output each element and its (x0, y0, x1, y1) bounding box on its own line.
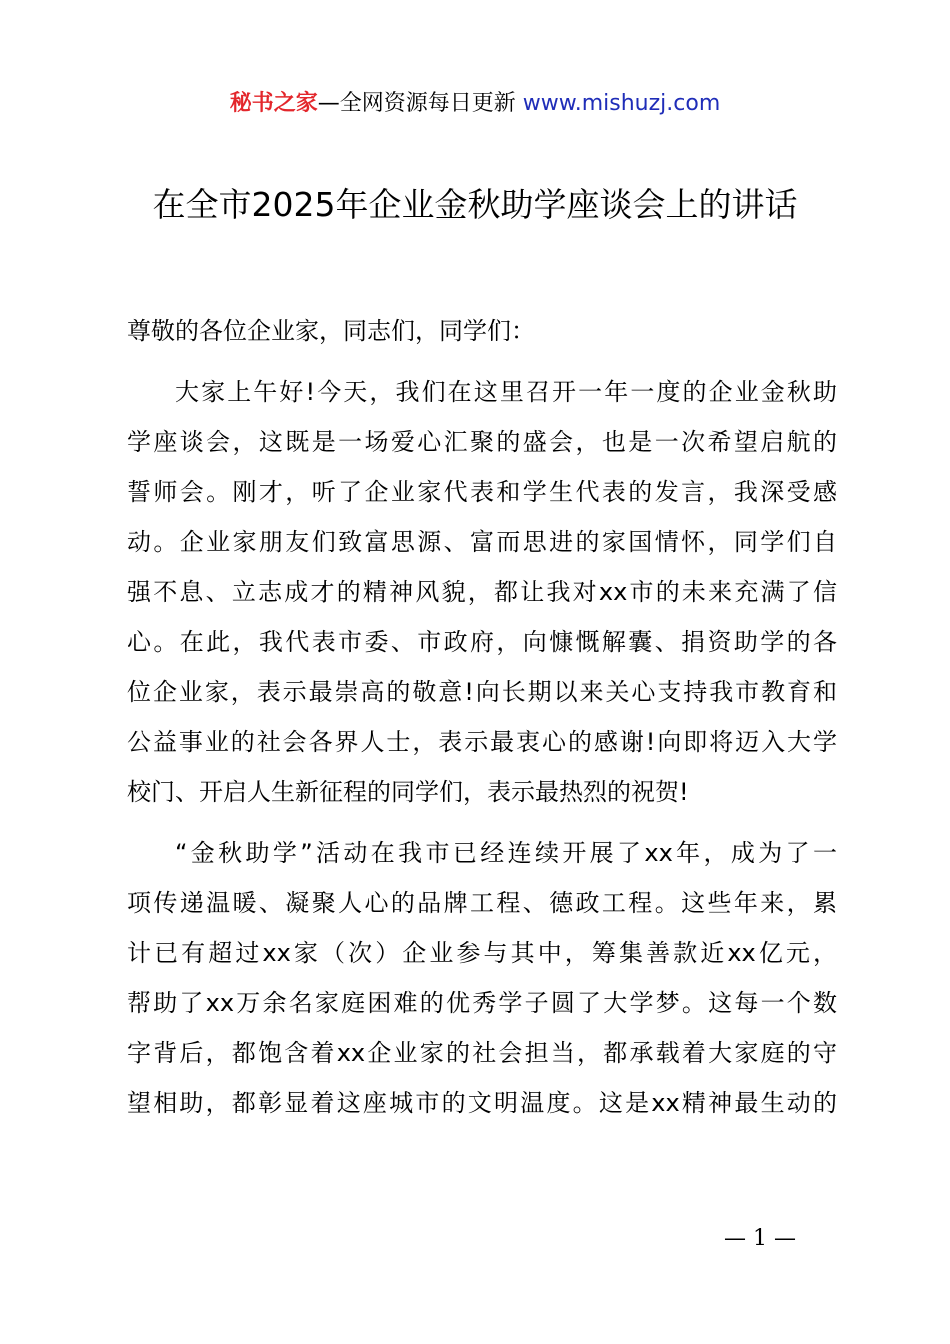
site-tagline: —全网资源每日更新 (317, 91, 516, 116)
paragraph-line: 位企业家，表示最崇高的敬意!向长期以来关心支持我市教育和 (127, 678, 837, 706)
salutation: 尊敬的各位企业家，同志们，同学们： (127, 317, 535, 345)
paragraph-line: 动。企业家朋友们致富思源、富而思进的家国情怀，同学们自 (127, 528, 837, 556)
paragraph-line: 校门、开启人生新征程的同学们，表示最热烈的祝贺! (127, 778, 689, 806)
paragraph-1 (127, 367, 837, 817)
page-number: — 1 — (724, 1226, 796, 1251)
paragraph-line: 项传递温暖、凝聚人心的品牌工程、德政工程。这些年来，累 (127, 889, 837, 917)
document-title: 在全市2025年企业金秋助学座谈会上的讲话 (152, 185, 798, 224)
paragraph-line: 计已有超过xx家（次）企业参与其中，筹集善款近xx亿元， (127, 939, 837, 967)
site-url-link[interactable]: www.mishuzj.com (522, 91, 721, 116)
paragraph-2 (127, 828, 837, 1128)
paragraph-line: 心。在此，我代表市委、市政府，向慷慨解囊、捐资助学的各 (127, 628, 837, 656)
paragraph-line: “金秋助学”活动在我市已经连续开展了xx年，成为了一 (175, 839, 837, 867)
paragraph-line: 大家上午好!今天，我们在这里召开一年一度的企业金秋助 (175, 378, 837, 406)
paragraph-line: 字背后，都饱含着xx企业家的社会担当，都承载着大家庭的守 (127, 1039, 837, 1067)
site-brand: 秘书之家 (229, 91, 318, 116)
paragraph-line: 学座谈会，这既是一场爱心汇聚的盛会，也是一次希望启航的 (127, 428, 837, 456)
paragraph-line: 公益事业的社会各界人士，表示最衷心的感谢!向即将迈入大学 (127, 728, 837, 756)
paragraph-line: 帮助了xx万余名家庭困难的优秀学子圆了大学梦。这每一个数 (127, 989, 837, 1017)
paragraph-line: 强不息、立志成才的精神风貌，都让我对xx市的未来充满了信 (127, 578, 837, 606)
paragraph-line: 誓师会。刚才，听了企业家代表和学生代表的发言，我深受感 (127, 478, 837, 506)
paragraph-line: 望相助，都彰显着这座城市的文明温度。这是xx精神最生动的 (127, 1089, 837, 1117)
site-header (0, 88, 950, 120)
